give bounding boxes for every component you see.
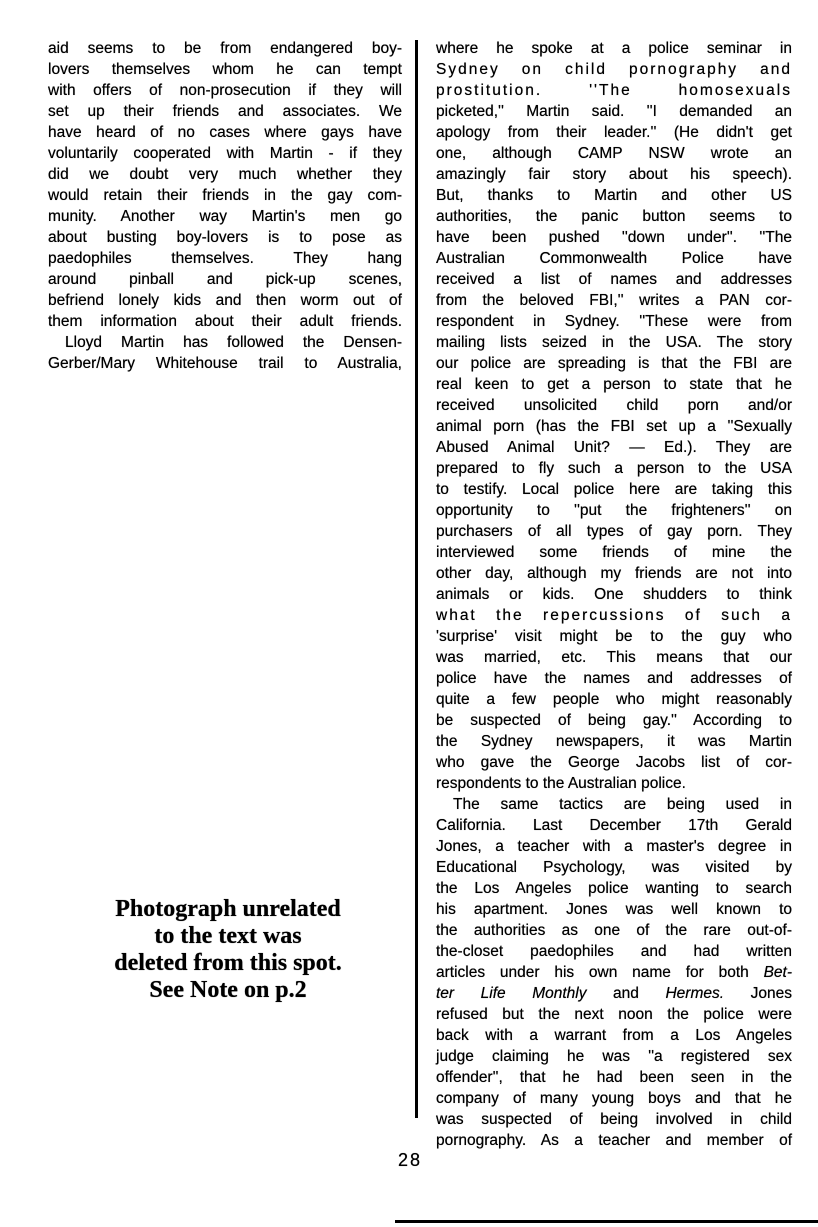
text-line: where he spoke at a police seminar in	[436, 40, 792, 57]
text-line: prostitution. ''The homosexuals	[436, 82, 792, 99]
text-line: animal porn (has the FBI set up a ''Sexually	[436, 418, 792, 435]
text-line: about busting boy-lovers is to pose as	[48, 229, 402, 246]
text-line: 'surprise' visit might be to the guy who	[436, 628, 792, 645]
text-line: who gave the George Jacobs list of cor-	[436, 754, 792, 771]
text-line: the-closet paedophiles and had written	[436, 943, 792, 960]
text-line: have heard of no cases where gays have	[48, 124, 402, 141]
notice-line: See Note on p.2	[149, 977, 307, 1003]
text-line: articles under his own name for both Bet-	[436, 964, 792, 981]
text-line: respondent in Sydney. ''These were from	[436, 313, 792, 330]
text-line: police have the names and addresses of	[436, 670, 792, 687]
text-line: refused but the next noon the police were	[436, 1006, 792, 1023]
text-line: respondents to the Australian police.	[436, 775, 686, 792]
text-line: was suspected of being involved in child	[436, 1111, 792, 1128]
text-line: set up their friends and associates. We	[48, 103, 402, 120]
text-line: purchasers of all types of gay porn. They	[436, 523, 792, 540]
right-column-text	[436, 38, 792, 1151]
text-line: animals or kids. One shudders to think	[436, 586, 792, 603]
text-line: But, thanks to Martin and other US	[436, 187, 792, 204]
text-line: picketed,'' Martin said. ''I demanded an	[436, 103, 792, 120]
text-line: with offers of non-prosecution if they will	[48, 82, 402, 99]
text-line: received a list of names and addresses	[436, 271, 792, 288]
text-line: did we doubt very much whether they	[48, 166, 402, 183]
notice-line: to the text was	[154, 923, 302, 949]
text-line: the Sydney newspapers, it was Martin	[436, 733, 792, 750]
text-line: pornography. As a teacher and member of	[436, 1132, 792, 1149]
text-line: aid seems to be from endangered boy-	[48, 40, 402, 57]
text-line: one, although CAMP NSW wrote an	[436, 145, 792, 162]
text-line: Jones, a teacher with a master's degree in	[436, 838, 792, 855]
page-number: 28	[398, 1150, 423, 1170]
text-line: befriend lonely kids and then worm out of	[48, 292, 402, 309]
text-line: would retain their friends in the gay com-	[48, 187, 402, 204]
text-line: company of many young boys and that he	[436, 1090, 792, 1107]
text-line: to testify. Local police here are taking this	[436, 481, 792, 498]
text-line: his apartment. Jones was well known to	[436, 901, 792, 918]
text-line: Sydney on child pornography and	[436, 61, 792, 78]
text-line: them information about their adult friends.	[48, 313, 402, 330]
text-line: have been pushed ''down under''. ''The	[436, 229, 792, 246]
text-line: munity. Another way Martin's men go	[48, 208, 402, 225]
text-line: amazingly fair story about his speech).	[436, 166, 792, 183]
text-line: our police are spreading is that the FBI are	[436, 355, 792, 372]
text-line: opportunity to ''put the frighteners'' on	[436, 502, 792, 519]
text-line: back with a warrant from a Los Angeles	[436, 1027, 792, 1044]
left-column-text	[48, 38, 402, 374]
text-line: mailing lists seized in the USA. The story	[436, 334, 792, 351]
text-line: quite a few people who might reasonably	[436, 691, 792, 708]
text-line: lovers themselves whom he can tempt	[48, 61, 402, 78]
text-line: apology from their leader.'' (He didn't get	[436, 124, 792, 141]
text-line: prepared to fly such a person to the USA	[436, 460, 792, 477]
text-line: Lloyd Martin has followed the Densen-	[65, 334, 402, 351]
text-line: was married, etc. This means that our	[436, 649, 792, 666]
text-line: from the beloved FBI,'' writes a PAN cor-	[436, 292, 792, 309]
text-line: ter Life Monthly and Hermes. Jones	[436, 985, 792, 1002]
text-line: Abused Animal Unit? — Ed.). They are	[436, 439, 792, 456]
text-line: California. Last December 17th Gerald	[436, 817, 792, 834]
text-line: voluntarily cooperated with Martin - if they	[48, 145, 402, 162]
text-line: real keen to get a person to state that he	[436, 376, 792, 393]
text-line: Educational Psychology, was visited by	[436, 859, 792, 876]
text-line: around pinball and pick-up scenes,	[48, 271, 402, 288]
text-line: authorities, the panic button seems to	[436, 208, 792, 225]
text-line: the authorities as one of the rare out-of-	[436, 922, 792, 939]
column-divider-rule	[415, 40, 418, 1118]
text-line: what the repercussions of such a	[436, 607, 792, 624]
text-line: received unsolicited child porn and/or	[436, 397, 792, 414]
text-line: Australian Commonwealth Police have	[436, 250, 792, 267]
text-line: judge claiming he was ''a registered sex	[436, 1048, 792, 1065]
text-line: The same tactics are being used in	[453, 796, 792, 813]
notice-line: deleted from this spot.	[114, 950, 342, 976]
text-line: interviewed some friends of mine the	[436, 544, 792, 561]
text-line: the Los Angeles police wanting to search	[436, 880, 792, 897]
text-line: offender'', that he had been seen in the	[436, 1069, 792, 1086]
deletion-notice	[50, 896, 406, 1004]
notice-line: Photograph unrelated	[115, 896, 341, 922]
text-line: Gerber/Mary Whitehouse trail to Australia,	[48, 355, 402, 372]
text-line: be suspected of being gay.'' According to	[436, 712, 792, 729]
text-line: paedophiles themselves. They hang	[48, 250, 402, 267]
bottom-edge-rule	[395, 1220, 818, 1223]
text-line: other day, although my friends are not into	[436, 565, 792, 582]
